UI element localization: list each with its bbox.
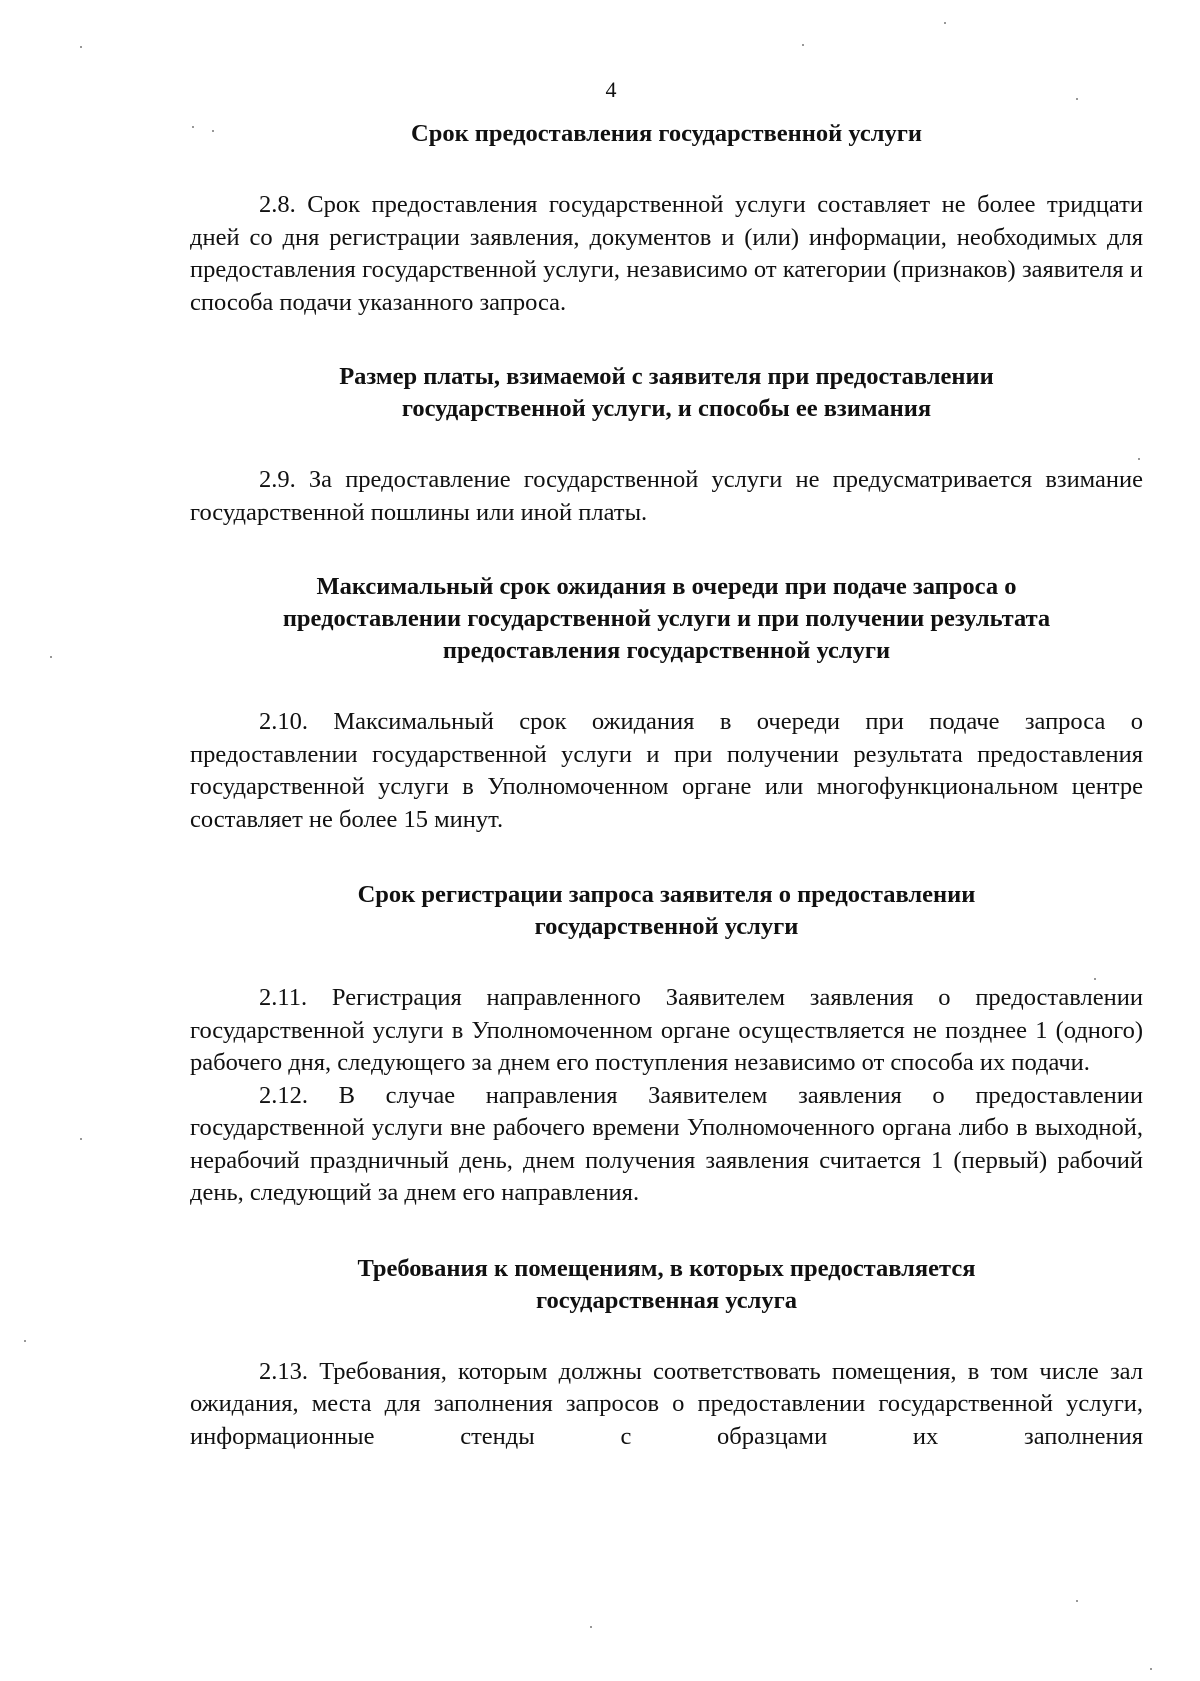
heading-line: Размер платы, взимаемой с заявителя при предоставлении (339, 363, 994, 390)
heading-line: предоставлении государственной услуги и при получении результата (282, 605, 1051, 632)
section-heading (190, 1253, 1143, 1317)
page-number: 4 (605, 77, 617, 102)
section-heading (190, 361, 1143, 425)
paragraph: 2.11. Регистрация направленного Заявителем заявления о предоставлении государственной услуги в Уполномоченном органе осуществляется не позднее 1 (одного) рабочего дня, следующего за днем его поступления независимо от способа их подачи. (190, 984, 1143, 1076)
scan-speck (80, 46, 82, 48)
heading-line: Максимальный срок ожидания в очереди при подаче запроса о (316, 573, 1017, 600)
section-heading (190, 571, 1143, 667)
paragraph: 2.12. В случае направления Заявителем заявления о предоставлении государственной услуги вне рабочего времени Уполномоченного органа либо в выходной, нерабочий праздничный день, днем получения заявления считается 1 (первый) рабочий день, следующий за днем его направления. (190, 1081, 1143, 1206)
paragraph: 2.10. Максимальный срок ожидания в очереди при подаче запроса о предоставлении государственной услуги и при получении результата предоставления государственной услуги в Уполномоченном органе или многофункциональном центре составляет не более 15 минут. (190, 708, 1143, 833)
scan-speck (944, 22, 946, 24)
heading-line: Срок предоставления государственной услуги (411, 120, 922, 147)
scan-speck (802, 44, 804, 46)
heading-line: государственная услуга (536, 1286, 797, 1314)
section-heading (190, 879, 1143, 943)
scan-speck (24, 1340, 26, 1342)
scan-speck (1076, 98, 1078, 100)
paragraph: 2.9. За предоставление государственной услуги не предусматривается взимание государственной пошлины или иной платы. (190, 466, 1143, 526)
scan-speck (1094, 978, 1096, 980)
scan-speck (1150, 1668, 1152, 1670)
paragraph: 2.8. Срок предоставления государственной услуги составляет не более тридцати дней со дня регистрации заявления, документов и (или) информации, необходимых для предоставления государственной услуги, независимо от категории (признаков) заявителя и способа подачи указанного запроса. (190, 191, 1143, 316)
heading-line: Срок регистрации запроса заявителя о предоставлении (357, 881, 976, 908)
document-body (190, 118, 1143, 1453)
scan-speck (80, 1138, 82, 1140)
heading-line: Требования к помещениям, в которых предоставляется (357, 1254, 976, 1282)
scan-speck (50, 656, 52, 658)
scan-speck (1138, 458, 1140, 460)
scan-speck (212, 130, 214, 132)
section-heading (190, 118, 1143, 150)
scan-speck (192, 126, 194, 128)
paragraph: 2.13. Требования, которым должны соответствовать помещения, в том числе зал ожидания, места для заполнения запросов о предоставлении государственной услуги, информационные стенды с образцами их заполнения (190, 1357, 1143, 1450)
scan-speck (1076, 1600, 1078, 1602)
heading-line: государственной услуги (534, 913, 799, 940)
scan-speck (590, 1626, 592, 1628)
heading-line: предоставления государственной услуги (442, 637, 891, 664)
heading-line: государственной услуги, и способы ее взимания (401, 395, 932, 422)
